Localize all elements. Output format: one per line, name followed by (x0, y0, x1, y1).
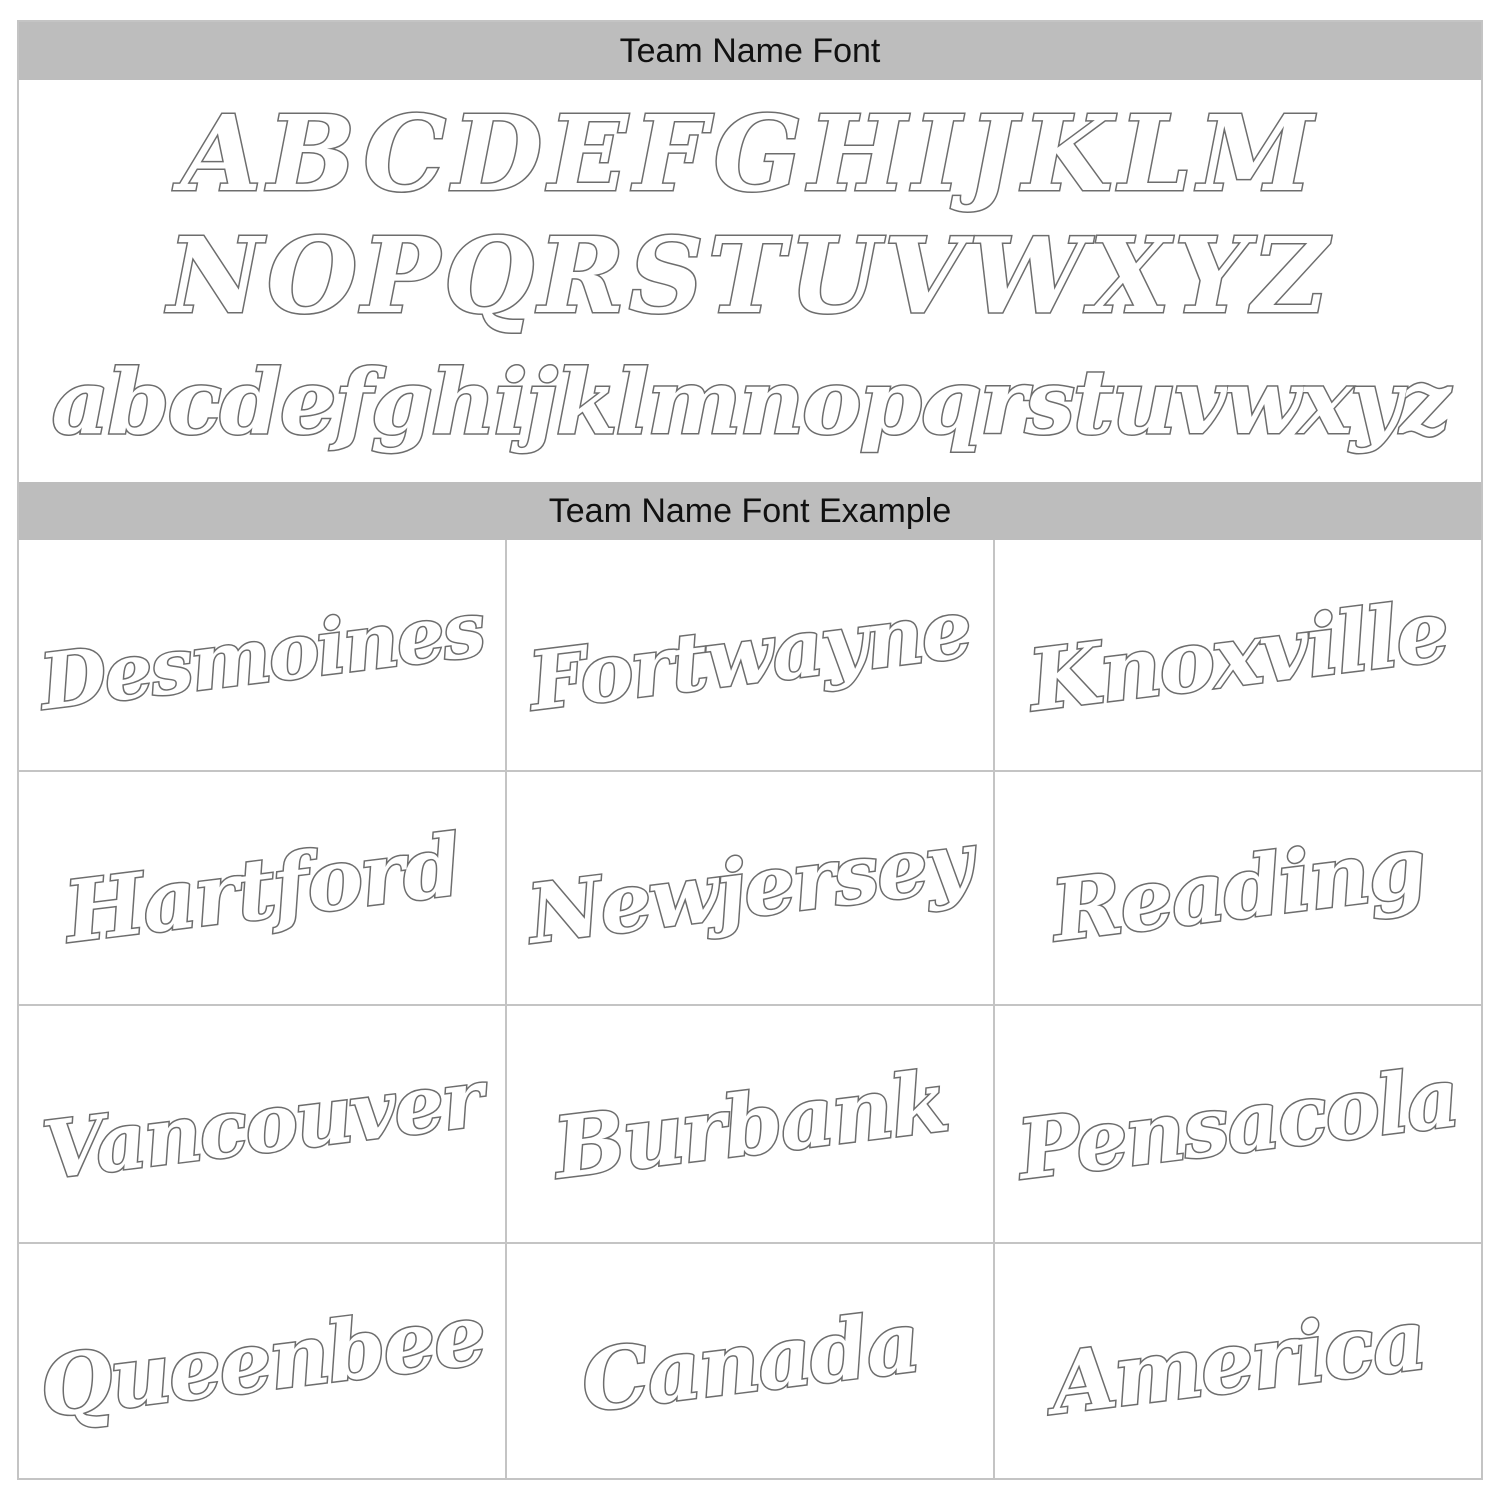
example-cell (995, 1006, 1481, 1244)
example-cell (19, 540, 507, 772)
example-cell (507, 540, 995, 772)
example-grid (19, 540, 1481, 1478)
example-word: Queenbee (34, 1285, 490, 1437)
example-word: Knoxville (1023, 580, 1453, 730)
example-word: Newjersey (523, 813, 977, 963)
example-word: America (1045, 1289, 1431, 1433)
example-cell (995, 540, 1481, 772)
example-cell (19, 1006, 507, 1244)
example-word: Vancouver (37, 1050, 487, 1198)
example-cell (995, 772, 1481, 1006)
example-section-header: Team Name Font Example (19, 482, 1481, 540)
lowercase-row: abcdefghijklmnopqrstuvwxyz (51, 349, 1449, 454)
example-cell (507, 772, 995, 1006)
uppercase-row-2: NOPQRSTUVWXYZ (167, 214, 1333, 337)
example-cell (507, 1006, 995, 1244)
example-cell (19, 772, 507, 1006)
example-cell (19, 1244, 507, 1478)
example-word: Fortwayne (524, 581, 976, 729)
example-word: Burbank (548, 1050, 952, 1198)
example-word: Canada (576, 1291, 924, 1431)
alphabet-sample (19, 80, 1481, 482)
example-cell (995, 1244, 1481, 1478)
example-cell (507, 1244, 995, 1478)
example-word: Desmoines (35, 583, 489, 727)
example-word: Pensacola (1013, 1049, 1463, 1199)
example-word: Hartford (59, 814, 465, 962)
uppercase-row-1: ABCDEFGHIJKLM (180, 92, 1320, 215)
font-section-header: Team Name Font (19, 22, 1481, 80)
example-word: Reading (1046, 816, 1430, 960)
font-sample-sheet (17, 20, 1483, 1480)
